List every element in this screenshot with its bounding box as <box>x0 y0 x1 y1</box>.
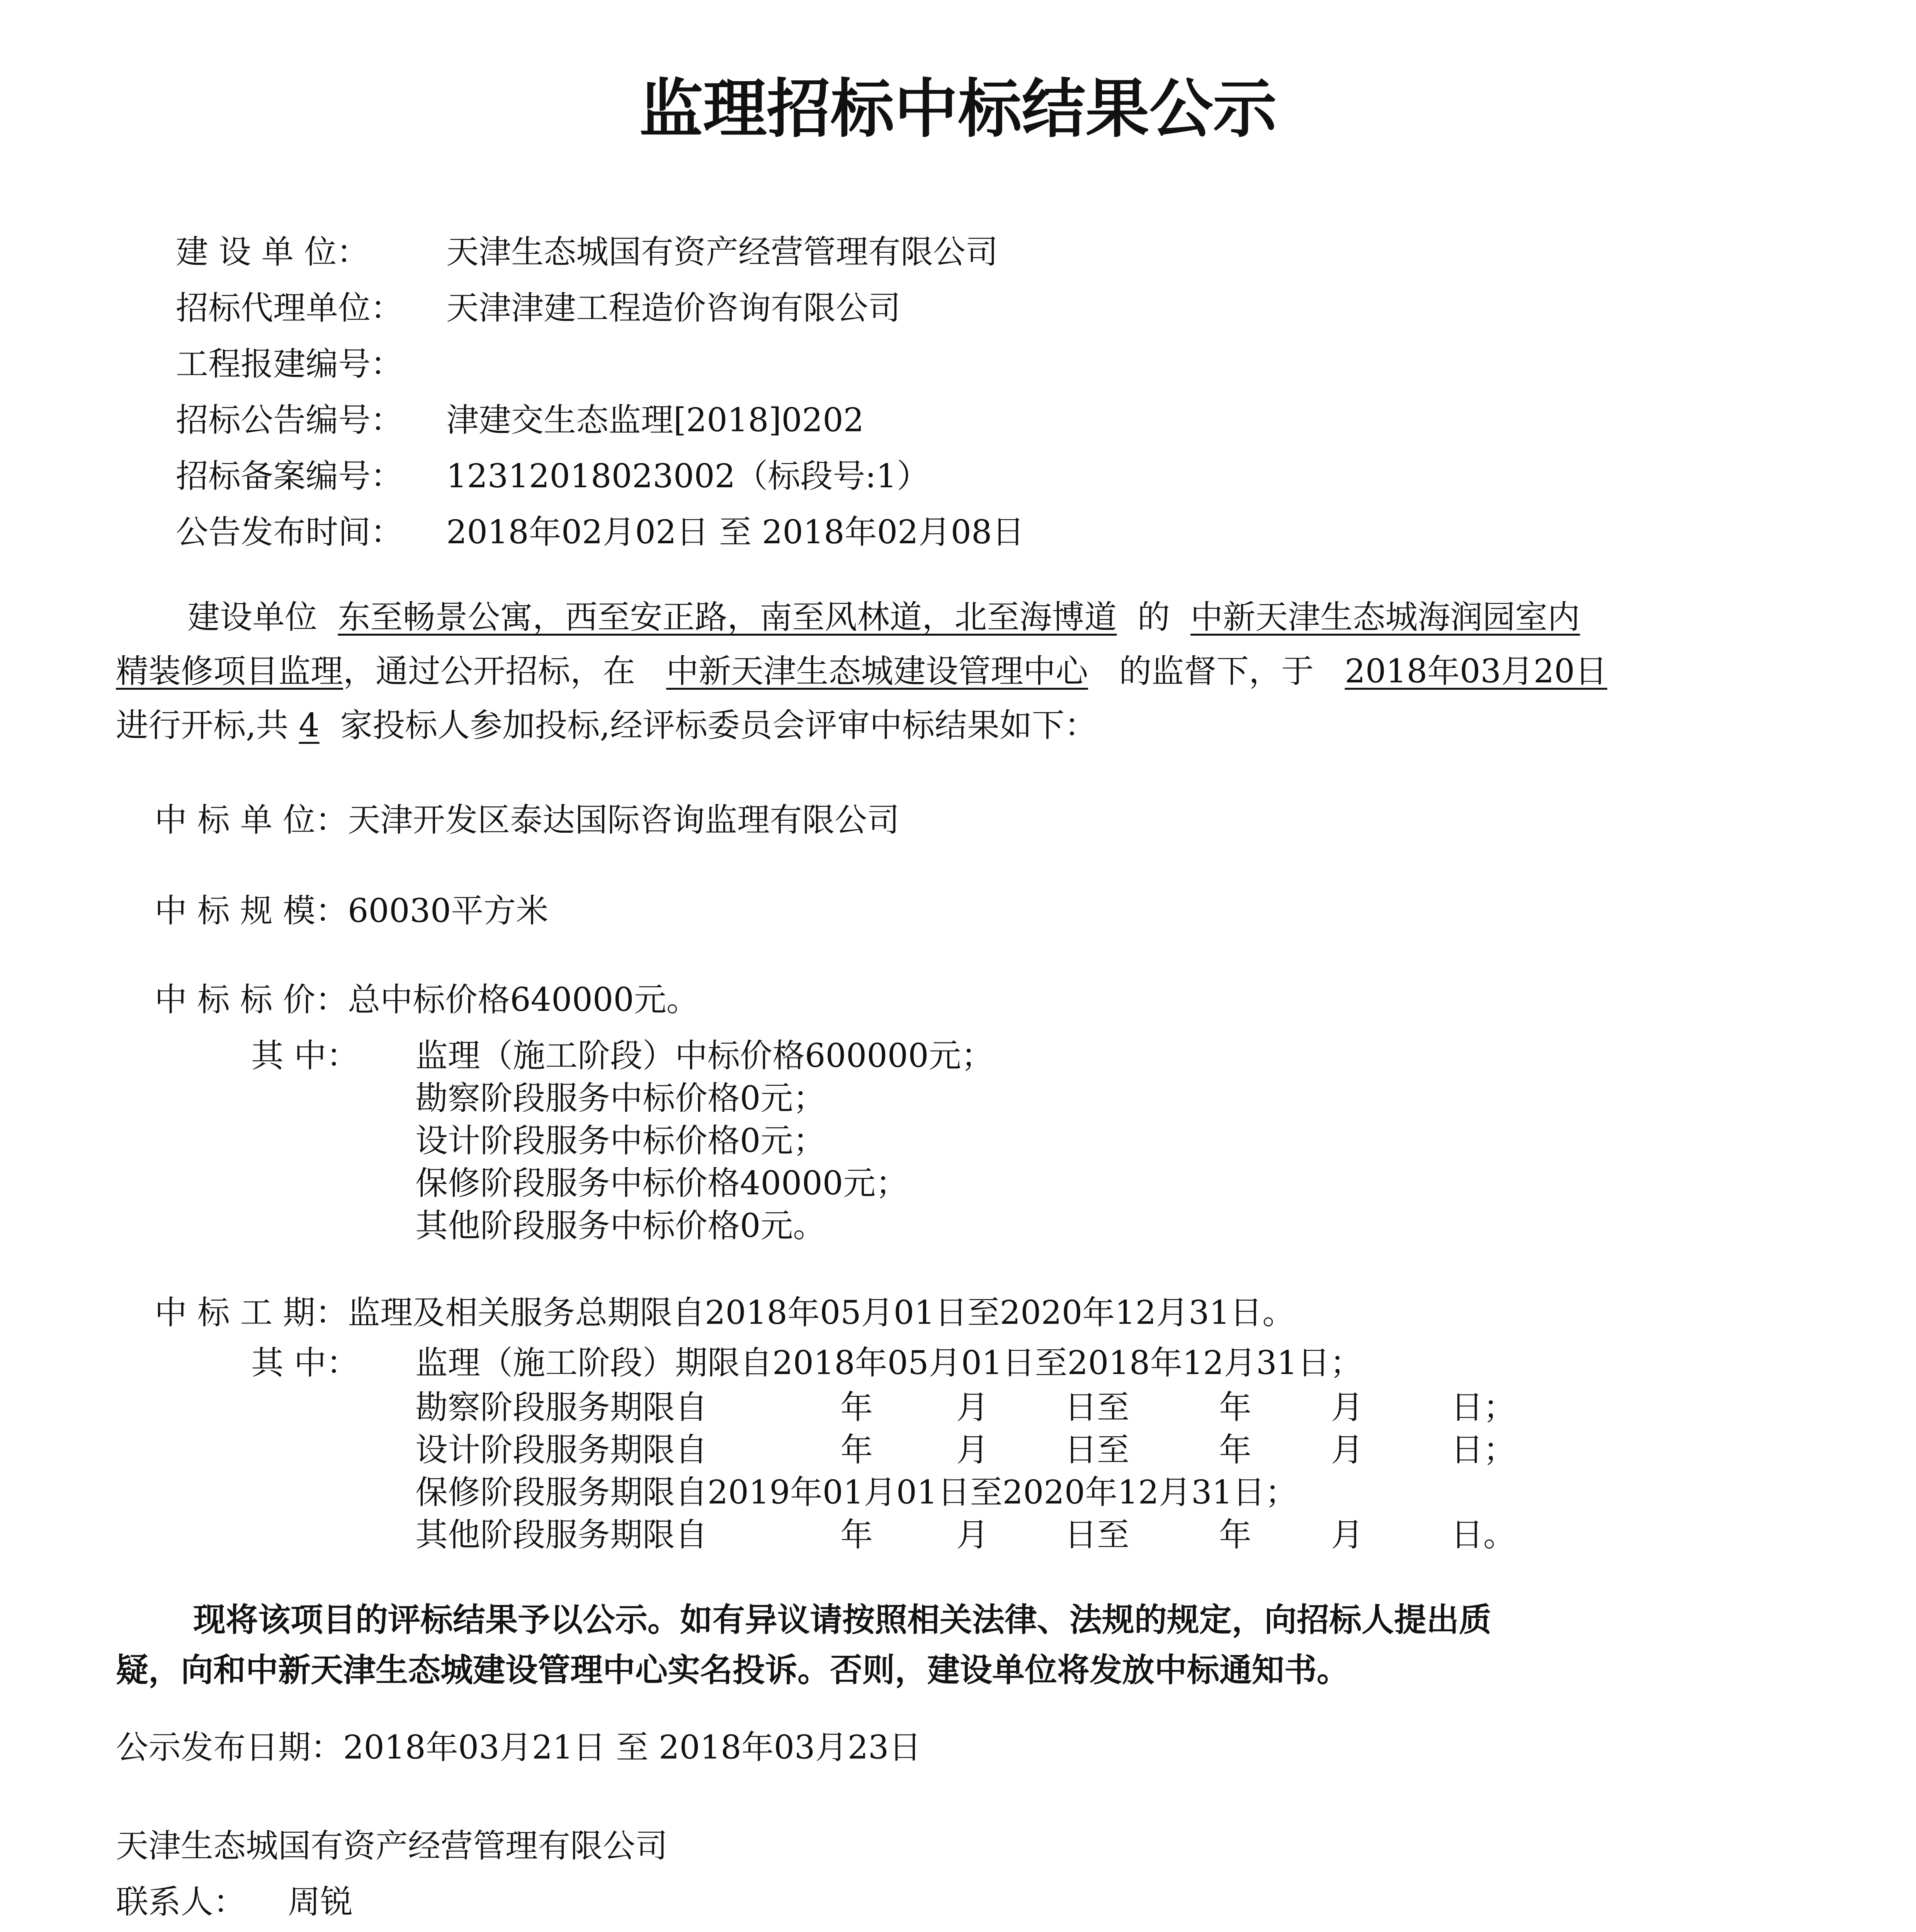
month-word: 月 <box>1331 1388 1364 1426</box>
intro-line-3 <box>116 706 1097 744</box>
month-word: 月 <box>956 1431 989 1469</box>
winner-label: 中 标 单 位： <box>155 801 348 839</box>
period-item: 保修阶段服务期限自2019年01月01日至2020年12月31日； <box>415 1473 1298 1511</box>
period-item-survey <box>415 1388 1516 1426</box>
intro-project-part2: 精装修项目监理 <box>116 652 343 690</box>
period-item-other <box>415 1516 1516 1554</box>
project-reg-label: 工程报建编号： <box>176 345 403 383</box>
contact-person: 周锐 <box>288 1883 353 1921</box>
intro-location: 东至畅景公寓，西至安正路，南至风林道，北至海博道 <box>338 598 1117 636</box>
agent-label: 招标代理单位： <box>176 289 403 327</box>
notice-no-label: 招标公告编号： <box>176 401 403 439</box>
announcement-line-2: 疑，向和中新天津生态城建设管理中心实名投诉。否则，建设单位将发放中标通知书。 <box>116 1651 1350 1689</box>
intro-project-part1: 中新天津生态城海润园室内 <box>1190 598 1580 636</box>
year-word: 年 <box>1219 1516 1252 1554</box>
scale-value: 60030平方米 <box>348 892 549 930</box>
record-no-value: 12312018023002（标段号:1） <box>446 457 929 495</box>
owner-label: 建 设 单 位： <box>176 233 369 271</box>
publish-time-label: 公告发布时间： <box>176 513 403 551</box>
period-item: 监理（施工阶段）期限自2018年05月01日至2018年12月31日； <box>415 1344 1363 1382</box>
period-label: 中 标 工 期： <box>155 1294 348 1332</box>
owner-value: 天津生态城国有资产经营管理有限公司 <box>446 233 998 271</box>
day-to-word: 日至 <box>1064 1516 1130 1554</box>
scale-row <box>155 892 549 930</box>
intro-line-1 <box>187 598 1580 636</box>
page-title: 监理招标中标结果公示 <box>639 72 1277 146</box>
agent-row <box>176 289 901 327</box>
publish-time-row <box>176 513 1025 551</box>
record-no-label: 招标备案编号： <box>176 457 403 495</box>
period-item-design <box>415 1431 1516 1469</box>
month-word: 月 <box>956 1388 989 1426</box>
winner-value: 天津开发区泰达国际咨询监理有限公司 <box>348 801 900 839</box>
year-word: 年 <box>840 1388 873 1426</box>
period-item-label: 勘察阶段服务期限自 <box>415 1388 708 1426</box>
day-to-word: 日至 <box>1064 1431 1130 1469</box>
notice-no-value: 津建交生态监理[2018]0202 <box>446 401 864 439</box>
scale-label: 中 标 规 模： <box>155 892 348 930</box>
intro-text-of: 的 <box>1137 598 1170 636</box>
year-word: 年 <box>840 1516 873 1554</box>
contact-person-row <box>116 1883 353 1921</box>
period-total: 监理及相关服务总期限自2018年05月01日至2020年12月31日。 <box>348 1294 1295 1332</box>
publish-date: 公示发布日期：2018年03月21日 至 2018年03月23日 <box>116 1728 921 1766</box>
period-item-label: 其他阶段服务期限自 <box>415 1516 708 1554</box>
period-row <box>155 1294 1295 1332</box>
day-end-word: 日。 <box>1451 1516 1516 1554</box>
intro-text-under: 的监督下，于 <box>1119 652 1314 690</box>
intro-text-open: 进行开标,共 <box>116 706 289 744</box>
intro-text-result: 家投标人参加投标,经评标委员会评审中标结果如下： <box>340 706 1097 744</box>
intro-open-date: 2018年03月20日 <box>1345 652 1607 690</box>
owner-row <box>176 233 998 271</box>
project-reg-row <box>176 345 446 383</box>
price-item: 勘察阶段服务中标价格0元； <box>415 1079 826 1117</box>
record-no-row <box>176 457 929 495</box>
day-end-word: 日； <box>1451 1431 1516 1469</box>
contact-org: 天津生态城国有资产经营管理有限公司 <box>116 1827 668 1865</box>
price-item: 监理（施工阶段）中标价格600000元； <box>415 1037 994 1075</box>
intro-text-owner: 建设单位 <box>187 598 318 636</box>
contact-person-label: 联系人： <box>116 1883 246 1921</box>
year-word: 年 <box>1219 1431 1252 1469</box>
price-label: 中 标 标 价： <box>155 981 348 1019</box>
year-word: 年 <box>840 1431 873 1469</box>
month-word: 月 <box>1331 1431 1364 1469</box>
intro-supervisor: 中新天津生态城建设管理中心 <box>666 652 1088 690</box>
day-end-word: 日； <box>1451 1388 1516 1426</box>
intro-line-2 <box>116 652 1607 690</box>
price-of-which-label: 其 中： <box>251 1037 359 1075</box>
month-word: 月 <box>1331 1516 1364 1554</box>
price-item: 设计阶段服务中标价格0元； <box>415 1122 826 1160</box>
price-item: 保修阶段服务中标价格40000元； <box>415 1164 908 1202</box>
price-item: 其他阶段服务中标价格0元。 <box>415 1207 826 1245</box>
intro-bidder-count: 4 <box>299 706 320 744</box>
price-total: 总中标价格640000元。 <box>348 981 699 1019</box>
period-of-which-label: 其 中： <box>251 1344 359 1382</box>
month-word: 月 <box>956 1516 989 1554</box>
intro-text-tender: ，通过公开招标，在 <box>343 652 636 690</box>
year-word: 年 <box>1219 1388 1252 1426</box>
notice-no-row <box>176 401 864 439</box>
price-row <box>155 981 699 1019</box>
announcement-line-1: 现将该项目的评标结果予以公示。如有异议请按照相关法律、法规的规定，向招标人提出质 <box>193 1601 1492 1639</box>
winner-row <box>155 801 900 839</box>
agent-value: 天津津建工程造价咨询有限公司 <box>446 289 901 327</box>
day-to-word: 日至 <box>1064 1388 1130 1426</box>
publish-time-value: 2018年02月02日 至 2018年02月08日 <box>446 513 1025 551</box>
period-item-label: 设计阶段服务期限自 <box>415 1431 708 1469</box>
